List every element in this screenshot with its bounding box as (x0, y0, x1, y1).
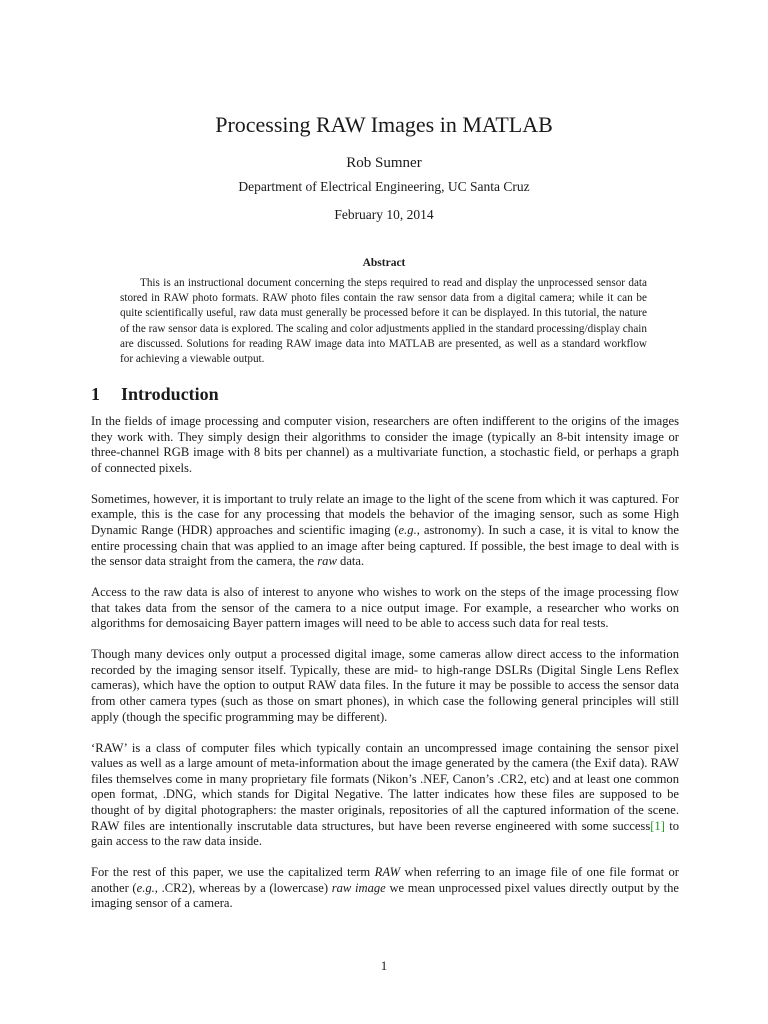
paragraph-6-raw-image: raw image (331, 880, 386, 895)
paragraph-2 (91, 492, 679, 570)
paragraph-6-text-c: .CR2), whereas by a (lowercase) (157, 880, 332, 895)
author-affiliation: Department of Electrical Engineering, UC Santa Cruz (238, 179, 530, 194)
paragraph-5-text-a: ‘RAW’ is a class of computer files which typically contain an uncompressed image containing the sensor pixel values as well as a large amount of meta-information about the image generated by the camera (the Exif data). RAW files themselves come in many proprietary file formats (Nikon’s .NEF, Canon’s .CR2, etc) and at least one common open format, .DNG, which stands for Digital Negative. The latter indicates how these files are supposed to be thought of by digital photographers: the master originals, repositories of all the captured information of the scene. RAW files are intentionally inscrutable data structures, but have been reverse engineered with some success (91, 740, 679, 833)
paragraph-6-raw-caps: RAW (374, 865, 401, 880)
paragraph-1: In the fields of image processing and computer vision, researchers are often indifferent to the origins of the images they work with. They simply design their algorithms to consider the image (typically an 8-bit intensity image or three-channel RGB image with 8 bits per channel) as a multivariate function, a stochastic field, or perhaps a graph of connected pixels. (91, 414, 679, 475)
paragraph-5 (91, 741, 679, 850)
paragraph-4: Though many devices only output a processed digital image, some cameras allow direct access to the information recorded by the imaging sensor itself. Typically, these are mid- to high-range DSLRs (Digital Single Lens Reflex cameras), which have the option to output RAW data files. In the future it may be possible to access the sensor data from other camera types (such as those on smart phones), in which case the following general principles will still apply (though the specific programming may be different). (91, 647, 679, 724)
section-title: Introduction (121, 384, 219, 404)
paper-title: Processing RAW Images in MATLAB (215, 112, 553, 137)
abstract-heading: Abstract (362, 257, 406, 269)
paper-date: February 10, 2014 (334, 207, 434, 222)
paragraph-2-text-b: astronomy). In such a case, it is vital to know the entire processing chain that was applied to an image after being captured. If possible, the best image to deal with is the sensor data straight from the camera, the (91, 522, 679, 569)
paragraph-2-text-a: Sometimes, however, it is important to truly relate an image to the light of the scene from which it was captured. For example, this is the case for any processing that models the behavior of the imaging sensor, such as some High Dynamic Range (HDR) approaches and scientific imaging ( (91, 491, 679, 537)
paragraph-2-raw: raw (317, 554, 337, 569)
paragraph-6 (91, 865, 679, 912)
paragraph-5-text-b: to gain access to the raw data inside. (91, 818, 679, 849)
abstract-text: This is an instructional document concerning the steps required to read and display the unprocessed sensor data stored in RAW photo formats. RAW photo files contain the raw sensor data from a digital camera; while it can be quite scientifically useful, raw data must generally be processed before it can be displayed. In this tutorial, the nature of the raw sensor data is explored. The scaling and color adjustments applied in the standard processing/display chain are discussed. Solutions for reading RAW image data into MATLAB are presented, as well as a standard workflow for achieving a viewable output. (120, 277, 647, 366)
section-number: 1 (91, 384, 100, 404)
page-number: 1 (380, 958, 388, 973)
citation-link[interactable]: [1] (650, 818, 665, 833)
paragraph-6-text-b: when referring to an image file of one file format or another ( (91, 865, 679, 895)
paragraph-6-eg: e.g., (136, 880, 158, 895)
paragraph-6-text-d: we mean unprocessed pixel values directly output by the imaging sensor of a camera. (91, 880, 679, 911)
author-name: Rob Sumner (346, 155, 422, 171)
paragraph-3: Access to the raw data is also of interest to anyone who wishes to work on the steps of the image processing flow that takes data from the sensor of the camera to a nice output image. For example, a researcher who works on algorithms for demosaicing Bayer pattern images will need to be able to access such data for real tests. (91, 585, 679, 631)
paragraph-2-text-c: data. (336, 554, 365, 569)
paragraph-2-eg: e.g., (398, 522, 420, 537)
paragraph-6-text-a: For the rest of this paper, we use the capitalized term (91, 865, 375, 880)
section-body (91, 414, 679, 927)
section-heading (91, 382, 219, 406)
